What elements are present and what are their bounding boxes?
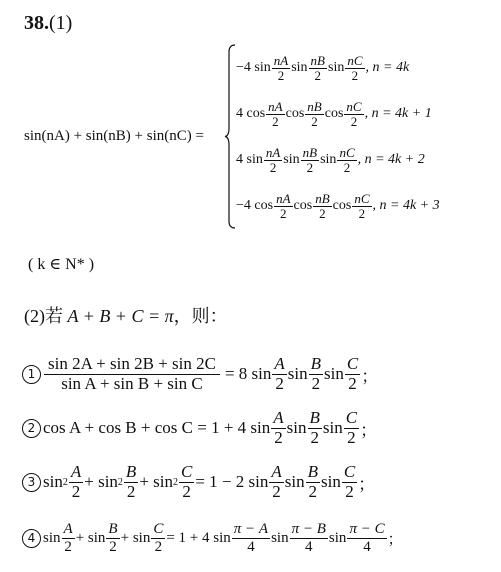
item-2-marker: 2 — [22, 419, 41, 438]
item-3-rfrac-c — [342, 463, 357, 501]
item-3-frac-a-den: 2 — [71, 481, 81, 501]
item-3-plus-2: + — [139, 472, 149, 491]
case-1-frac-a-num: nA — [273, 52, 289, 68]
case-2-frac-b-den: 2 — [311, 113, 318, 129]
item-4-rhs: = 1 + 4 sin — [166, 529, 231, 546]
item-3-rsin-c: sin — [320, 472, 341, 491]
case-2-frac-a-num: nA — [268, 98, 283, 114]
case-3-frac-c — [337, 146, 356, 174]
part1-lhs — [24, 128, 204, 145]
case-3-cond: , n = 4k + 2 — [357, 152, 425, 167]
item-3-rfrac-a-den: 2 — [272, 481, 281, 501]
case-4-cond: , n = 4k + 3 — [372, 198, 440, 213]
item-4-frac-a-num: A — [63, 521, 73, 537]
item-1-rhs: = 8 sin — [224, 364, 272, 383]
item-1-marker: 1 — [22, 365, 41, 384]
item-1-big-frac — [44, 355, 220, 393]
item-2-sin-c: sin — [322, 418, 343, 437]
item-1-numerator: sin 2A + sin 2B + sin 2C — [44, 355, 220, 375]
k-note — [28, 254, 94, 274]
item-1-sin-b: sin — [287, 364, 308, 383]
item-4-frac-a — [62, 521, 75, 555]
case-4-frac-c-num: nC — [354, 190, 370, 206]
item-2-frac-a-num: A — [273, 407, 284, 427]
case-1-cond: , n = 4k — [365, 60, 410, 75]
item-2-frac-c-den: 2 — [347, 427, 356, 447]
part1-lhs-text: sin(nA) + sin(nB) + sin(nC) = — [24, 128, 204, 144]
item-4-frac-b-den: 2 — [109, 538, 117, 555]
item-4-plus-2: + — [120, 529, 130, 546]
item-3-frac-c — [179, 463, 194, 501]
item-1-frac-c-den: 2 — [348, 373, 357, 393]
item-2-lhs: cos A + cos B + cos C = 1 + 4 sin — [43, 418, 271, 437]
k-note-text: ( k ∈ N* ) — [28, 256, 95, 273]
item-4-pfrac-c — [347, 521, 386, 555]
case-2-fn-c: cos — [324, 106, 344, 121]
case-2-fn-a: cos — [246, 106, 266, 121]
item-4-plus-1: + — [75, 529, 85, 546]
item-1-frac-c-num: C — [346, 353, 359, 373]
item-4-pfrac-b-den: 4 — [305, 538, 313, 555]
item-3-end: ； — [358, 474, 376, 494]
item-3-frac-a — [69, 463, 83, 501]
item-3-rfrac-a — [269, 463, 283, 501]
item-3-frac-b — [124, 463, 138, 501]
item-3-sin-b: sin — [98, 472, 118, 491]
case-2-frac-a-den: 2 — [272, 113, 279, 129]
case-3-frac-b-num: nB — [302, 144, 318, 160]
item-4-pfrac-c-den: 4 — [363, 538, 371, 555]
case-2-frac-b-num: nB — [307, 98, 322, 114]
item-3-frac-c-num: C — [181, 461, 193, 481]
item-2-frac-b — [308, 409, 322, 447]
case-4-line — [236, 188, 501, 224]
item-2-sin-b: sin — [286, 418, 307, 437]
item-4-sin-c: sin — [132, 529, 151, 546]
case-4-frac-b — [313, 192, 331, 220]
problem-number — [24, 12, 72, 35]
part2-heading — [24, 302, 228, 328]
case-3-frac-a — [264, 146, 282, 174]
item-3-rfrac-c-den: 2 — [345, 481, 354, 501]
case-2-frac-c — [344, 100, 363, 128]
item-1-end: ； — [361, 366, 379, 386]
item-4-marker: 4 — [22, 529, 41, 548]
item-1-denominator: sin A + sin B + sin C — [61, 373, 203, 393]
item-1-frac-c — [345, 355, 360, 393]
case-3-line — [236, 142, 501, 178]
item-4-pfrac-b-num: π − B — [291, 521, 326, 537]
item-4-frac-b — [106, 521, 119, 555]
item-2-frac-c-num: C — [345, 407, 358, 427]
item-3-sq-b: 2 — [117, 476, 123, 488]
item-2-end: ； — [360, 420, 378, 440]
item-4-sin-a: sin — [43, 529, 61, 546]
item-2-frac-b-num: B — [309, 407, 320, 427]
case-4-coef: −4 — [236, 198, 251, 213]
case-3-frac-a-num: nA — [265, 144, 281, 160]
item-2-frac-a — [271, 409, 285, 447]
item-3-rsin-b: sin — [284, 472, 305, 491]
case-3-frac-b — [301, 146, 319, 174]
item-1-sin-c: sin — [324, 364, 344, 383]
item-4-psin-b: sin — [271, 529, 289, 546]
item-3-rfrac-b — [306, 463, 320, 501]
case-2-coef: 4 — [236, 106, 243, 121]
item-4-frac-c — [151, 521, 165, 555]
case-1 — [236, 50, 496, 90]
item-4-psin-c: sin — [328, 529, 347, 546]
case-2-frac-c-num: nC — [346, 98, 362, 114]
case-4-frac-a-num: nA — [276, 190, 291, 206]
case-4-frac-c-den: 2 — [358, 205, 366, 221]
item-3-rfrac-b-den: 2 — [308, 481, 318, 501]
part2-condition: A + B + C = π — [67, 306, 174, 326]
part2-tail: ，则： — [173, 306, 228, 326]
case-2-frac-b — [305, 100, 323, 128]
case-3-fn-b: sin — [283, 152, 300, 167]
item-3-sq-c: 2 — [173, 476, 178, 488]
identity-1 — [22, 350, 378, 398]
item-4-frac-a-den: 2 — [64, 538, 72, 555]
item-3-rfrac-a-num: A — [271, 461, 282, 481]
case-1-frac-c-num: nC — [347, 52, 363, 68]
identity-2 — [22, 406, 377, 450]
case-2-frac-c-den: 2 — [350, 113, 358, 129]
problem-number-text: 38. — [24, 12, 49, 34]
case-2-frac-a — [266, 100, 284, 128]
case-3-coef: 4 — [236, 152, 243, 167]
item-3-rfrac-c-num: C — [343, 461, 356, 481]
part2-label: (2)若 — [24, 306, 63, 326]
item-4-pfrac-a-num: π − A — [233, 521, 269, 537]
item-1-frac-a — [272, 355, 286, 393]
case-4-fn-b: cos — [293, 198, 313, 213]
item-1-frac-a-num: A — [274, 353, 285, 373]
case-2-line — [236, 96, 501, 132]
case-1-fn-c: sin — [328, 60, 345, 75]
case-3-frac-c-num: nC — [339, 144, 355, 160]
item-3-marker: 3 — [22, 473, 41, 492]
case-3 — [236, 142, 496, 182]
case-2 — [236, 96, 496, 136]
case-4-frac-a-den: 2 — [280, 205, 287, 221]
case-3-frac-a-den: 2 — [269, 159, 277, 175]
item-1-frac-b — [309, 355, 323, 393]
case-1-frac-c — [345, 54, 364, 82]
item-2-frac-b-den: 2 — [310, 427, 319, 447]
case-4-frac-a — [274, 192, 292, 220]
case-1-fn-a: sin — [254, 60, 271, 75]
case-4-frac-b-num: nB — [315, 190, 330, 206]
item-4-pfrac-a — [232, 521, 270, 555]
item-4-sin-b: sin — [87, 529, 106, 546]
case-4-frac-b-den: 2 — [319, 205, 326, 221]
item-1-frac-a-den: 2 — [275, 373, 284, 393]
item-4-pfrac-c-num: π − C — [349, 521, 385, 537]
case-1-coef: −4 — [236, 60, 251, 75]
case-2-cond: , n = 4k + 1 — [364, 106, 432, 121]
item-3-rhs: = 1 − 2 sin — [195, 472, 269, 491]
case-4 — [236, 188, 496, 228]
case-3-frac-b-den: 2 — [306, 159, 314, 175]
case-1-frac-b — [309, 54, 327, 82]
item-4-frac-c-num: C — [153, 521, 164, 537]
case-2-fn-b: cos — [285, 106, 305, 121]
case-1-line — [236, 50, 501, 86]
case-3-fn-c: sin — [320, 152, 337, 167]
item-4-frac-c-den: 2 — [154, 538, 163, 555]
item-1-frac-b-num: B — [310, 353, 322, 373]
case-1-frac-b-den: 2 — [314, 67, 322, 83]
cases-brace — [224, 44, 236, 229]
item-4-pfrac-a-den: 4 — [247, 538, 255, 555]
identity-4 — [22, 516, 403, 560]
case-1-frac-a — [272, 54, 290, 82]
case-4-fn-a: cos — [254, 198, 274, 213]
item-1-frac-b-den: 2 — [311, 373, 321, 393]
item-3-frac-b-den: 2 — [126, 481, 136, 501]
part1-label: (1) — [49, 12, 73, 34]
item-3-frac-c-den: 2 — [182, 481, 191, 501]
case-1-frac-b-num: nB — [310, 52, 325, 68]
case-3-frac-c-den: 2 — [343, 159, 351, 175]
item-3-sin-c: sin — [153, 472, 173, 491]
identity-3 — [22, 460, 375, 504]
item-3-rfrac-b-num: B — [307, 461, 318, 481]
case-4-frac-c — [352, 192, 371, 220]
item-2-frac-c — [344, 409, 359, 447]
item-4-pfrac-b — [290, 521, 328, 555]
case-4-fn-c: cos — [332, 198, 352, 213]
item-3-sq-a: 2 — [62, 476, 68, 488]
item-4-frac-b-num: B — [108, 521, 118, 537]
item-4-end: ； — [387, 531, 403, 548]
case-1-frac-c-den: 2 — [351, 67, 359, 83]
item-3-plus-1: + — [84, 472, 94, 491]
item-3-frac-a-num: A — [70, 461, 82, 481]
case-1-fn-b: sin — [291, 60, 308, 75]
item-3-frac-b-num: B — [125, 461, 137, 481]
case-3-fn-a: sin — [246, 152, 263, 167]
item-3-sin-a: sin — [43, 472, 63, 491]
case-1-frac-a-den: 2 — [277, 67, 285, 83]
item-2-frac-a-den: 2 — [274, 427, 283, 447]
